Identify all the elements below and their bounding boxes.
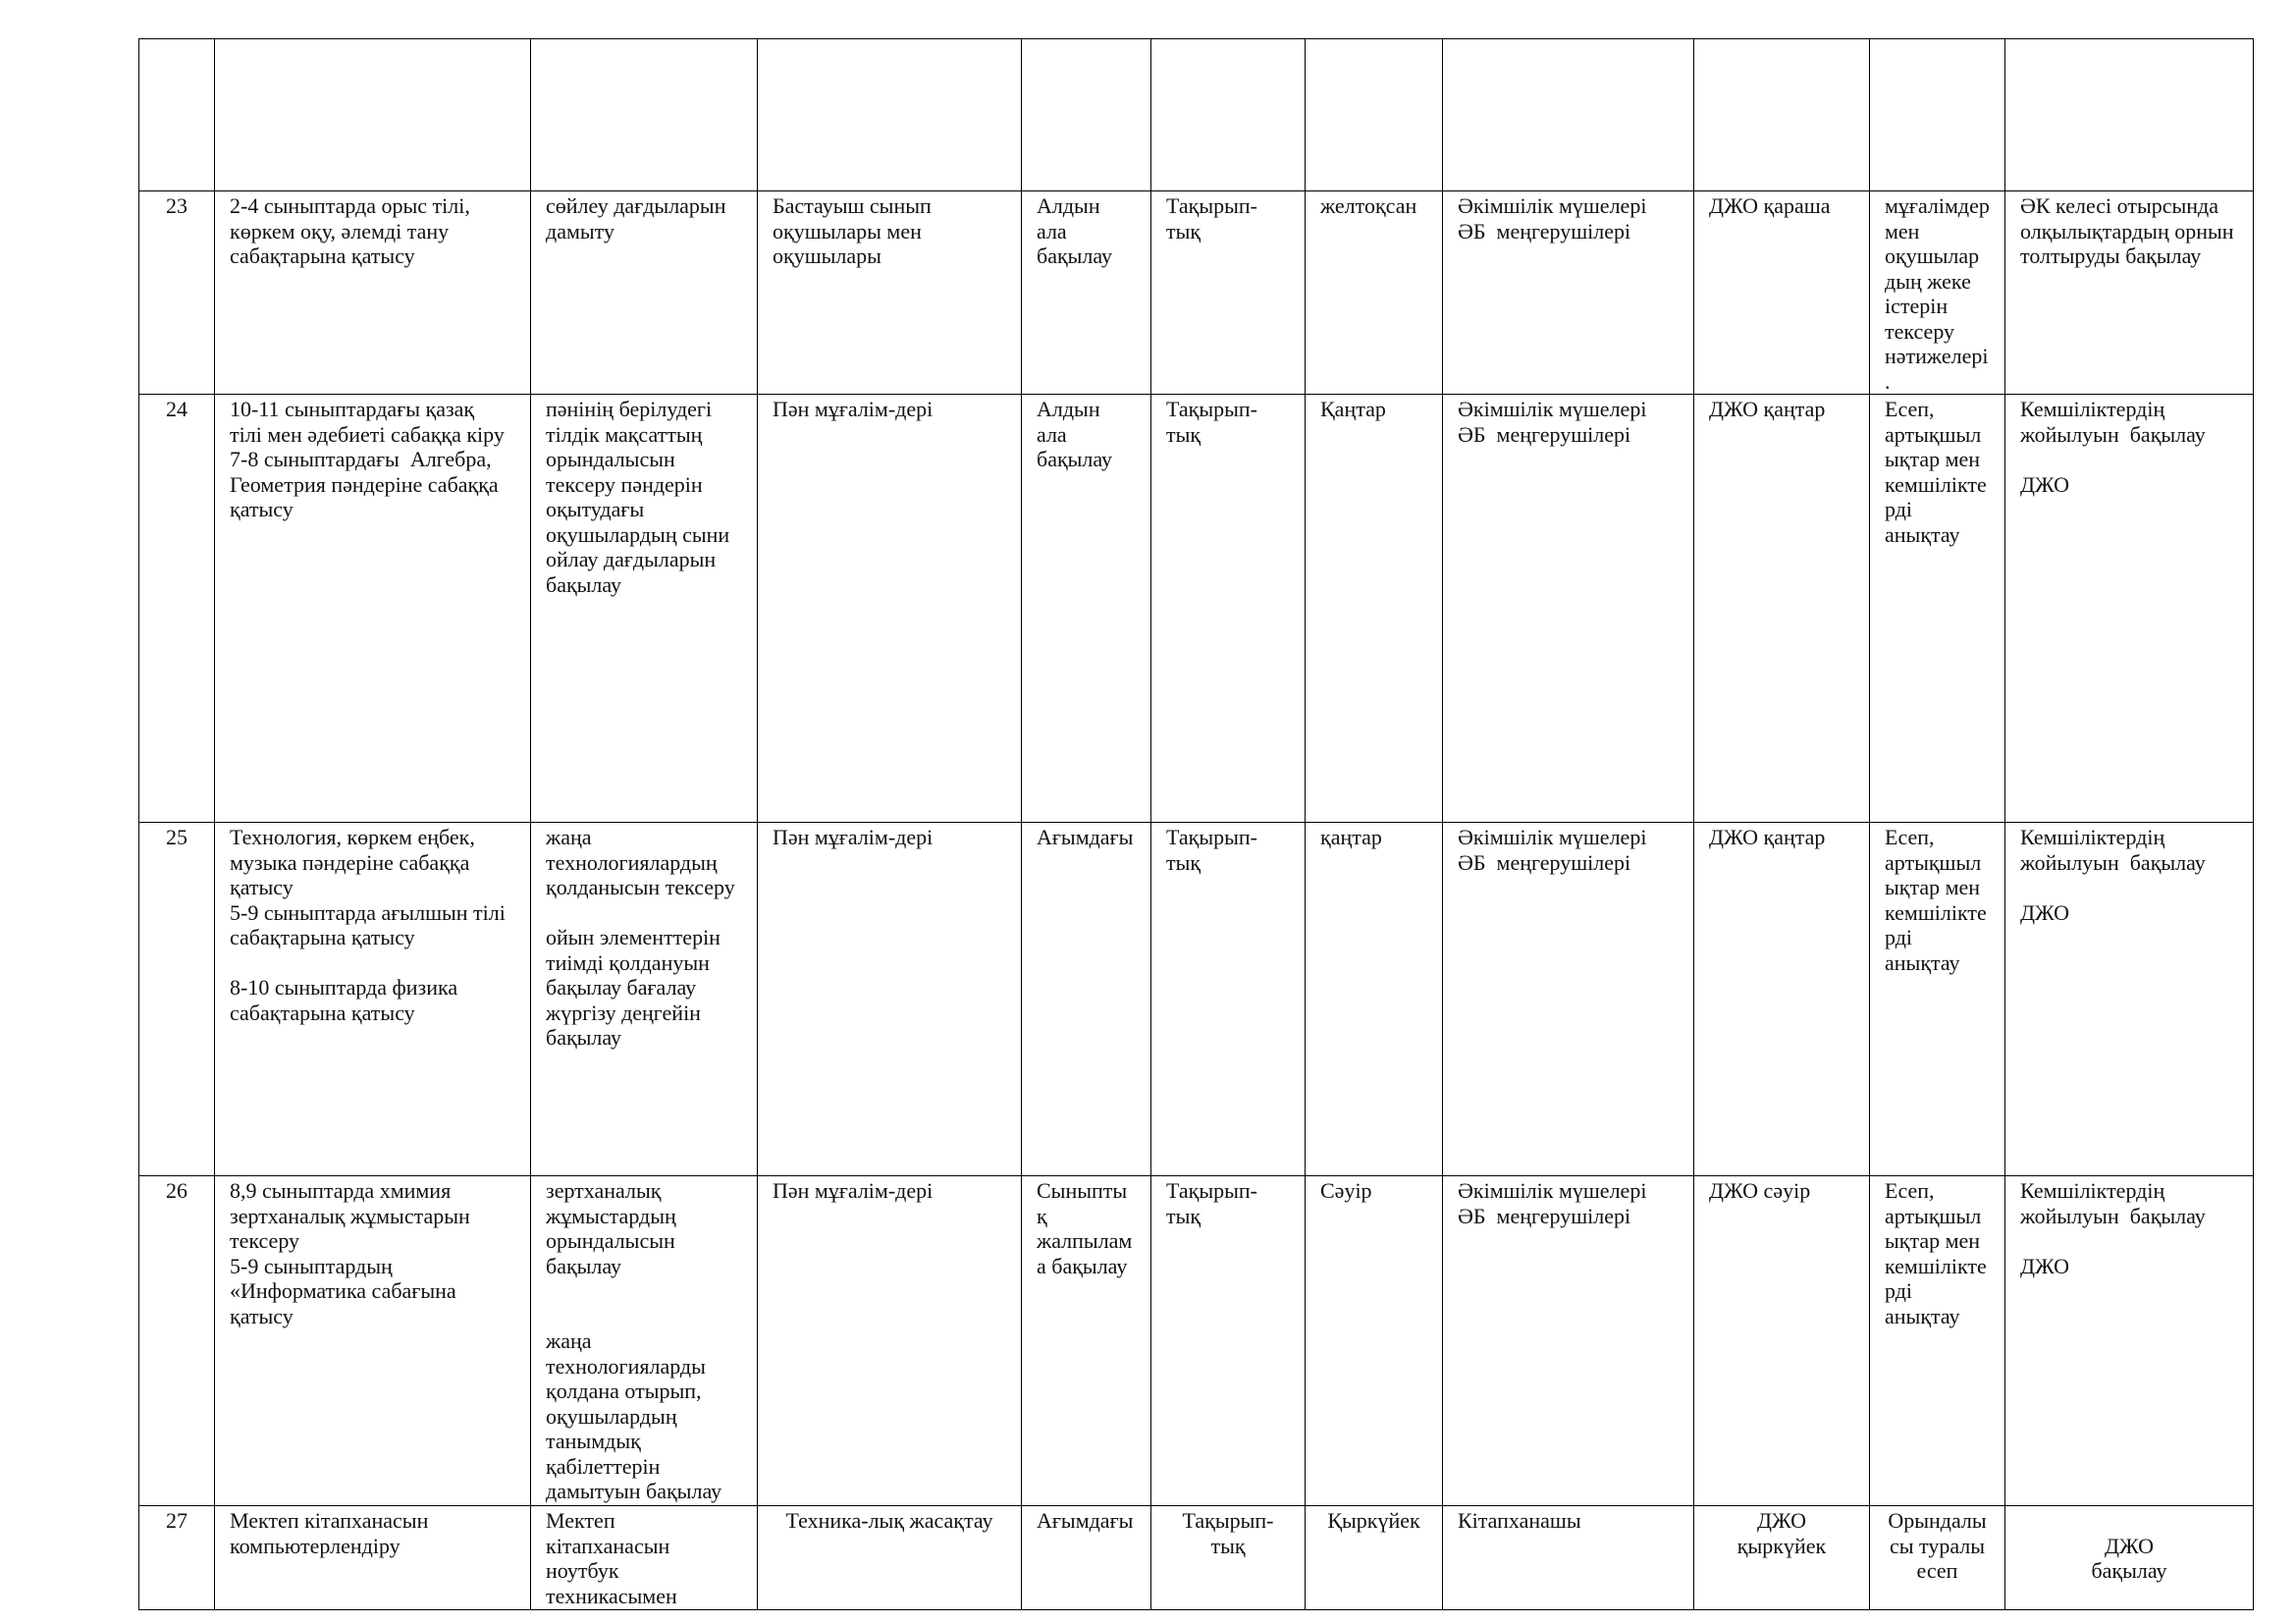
- empty-cell: [1151, 39, 1306, 191]
- empty-cell: [1870, 39, 2005, 191]
- deadline-cell: Қыркүйек: [1306, 1506, 1443, 1610]
- goal-cell: зертханалық жұмыстардың орындалысын бақылау жаңа технологияларды қолдана отырып, оқушылардың танымдық қабілеттерін дамытуын бақылау: [531, 1176, 758, 1506]
- row-number-cell: 23: [139, 191, 215, 395]
- empty-cell: [758, 39, 1022, 191]
- object-cell: Пән мұғалім-дері: [758, 823, 1022, 1176]
- decision-cell: ДЖО бақылау: [2005, 1506, 2254, 1610]
- row-number-cell: 27: [139, 1506, 215, 1610]
- subject-cell: 2-4 сыныптарда орыс тілі, көркем оқу, әлемді тану сабақтарына қатысу: [215, 191, 531, 395]
- result-cell: Есеп, артықшыл ықтар мен кемшілікте рді анықтау: [1870, 1176, 2005, 1506]
- deadline-cell: қаңтар: [1306, 823, 1443, 1176]
- deadline-cell: Қаңтар: [1306, 395, 1443, 823]
- goal-cell: пәнінің берілудегі тілдік мақсаттың орындалысын тексеру пәндерін оқытудағы оқушылардың сыни ойлау дағдыларын бақылау: [531, 395, 758, 823]
- decision-cell: ӘК келесі отырсында олқылықтардың орнын толтыруды бақылау: [2005, 191, 2254, 395]
- empty-cell: [531, 39, 758, 191]
- control-type-cell: Сыныпты қ жалпылам а бақылау: [1022, 1176, 1151, 1506]
- object-cell: Пән мұғалім-дері: [758, 395, 1022, 823]
- control-plan-table: [138, 38, 2254, 1610]
- subject-cell: 8,9 сыныптарда хмимия зертханалық жұмыстарын тексеру 5-9 сыныптардың «Информатика сабағына қатысу: [215, 1176, 531, 1506]
- empty-cell: [1022, 39, 1151, 191]
- responsible-cell: Әкімшілік мүшелері ӘБ меңгерушілері: [1443, 823, 1694, 1176]
- empty-cell: [215, 39, 531, 191]
- method-cell: Тақырып- тық: [1151, 395, 1306, 823]
- row-number-cell: 24: [139, 395, 215, 823]
- goal-cell: сөйлеу дағдыларын дамыту: [531, 191, 758, 395]
- control-type-cell: Ағымдағы: [1022, 1506, 1151, 1610]
- object-cell: Техника-лық жасақтау: [758, 1506, 1022, 1610]
- result-cell: Есеп, артықшыл ықтар мен кемшілікте рді анықтау: [1870, 395, 2005, 823]
- row-number-cell: 25: [139, 823, 215, 1176]
- decision-cell: Кемшіліктердің жойылуын бақылау ДЖО: [2005, 395, 2254, 823]
- deadline-cell: Сәуір: [1306, 1176, 1443, 1506]
- empty-cell: [1306, 39, 1443, 191]
- empty-cell: [2005, 39, 2254, 191]
- review-cell: ДЖО қаңтар: [1694, 823, 1870, 1176]
- method-cell: Тақырып- тық: [1151, 1506, 1306, 1610]
- method-cell: Тақырып- тық: [1151, 191, 1306, 395]
- result-cell: Есеп, артықшыл ықтар мен кемшілікте рді анықтау: [1870, 823, 2005, 1176]
- deadline-cell: желтоқсан: [1306, 191, 1443, 395]
- control-type-cell: Ағымдағы: [1022, 823, 1151, 1176]
- responsible-cell: Кітапханашы: [1443, 1506, 1694, 1610]
- subject-cell: Технология, көркем еңбек, музыка пәндеріне сабаққа қатысу 5-9 сыныптарда ағылшын тілі сабақтарына қатысу 8-10 сыныптарда физика сабақтарына қатысу: [215, 823, 531, 1176]
- responsible-cell: Әкімшілік мүшелері ӘБ меңгерушілері: [1443, 395, 1694, 823]
- method-cell: Тақырып- тық: [1151, 1176, 1306, 1506]
- review-cell: ДЖО қаңтар: [1694, 395, 1870, 823]
- subject-cell: 10-11 сыныптардағы қазақ тілі мен әдебиеті сабаққа кіру 7-8 сыныптардағы Алгебра, Геометрия пәндеріне сабаққа қатысу: [215, 395, 531, 823]
- responsible-cell: Әкімшілік мүшелері ӘБ меңгерушілері: [1443, 191, 1694, 395]
- review-cell: ДЖО сәуір: [1694, 1176, 1870, 1506]
- object-cell: Пән мұғалім-дері: [758, 1176, 1022, 1506]
- object-cell: Бастауыш сынып оқушылары мен оқушылары: [758, 191, 1022, 395]
- decision-cell: Кемшіліктердің жойылуын бақылау ДЖО: [2005, 1176, 2254, 1506]
- decision-cell: Кемшіліктердің жойылуын бақылау ДЖО: [2005, 823, 2254, 1176]
- goal-cell: жаңа технологиялардың қолданысын тексеру ойын элементтерін тиімді қолдануын бақылау бағалау жүргізу деңгейін бақылау: [531, 823, 758, 1176]
- empty-cell: [1694, 39, 1870, 191]
- control-type-cell: Алдын ала бақылау: [1022, 191, 1151, 395]
- result-cell: Орындалы сы туралы есеп: [1870, 1506, 2005, 1610]
- goal-cell: Мектеп кітапханасын ноутбук техникасымен: [531, 1506, 758, 1610]
- row-number-cell: 26: [139, 1176, 215, 1506]
- method-cell: Тақырып- тық: [1151, 823, 1306, 1176]
- review-cell: ДЖО қыркүйек: [1694, 1506, 1870, 1610]
- control-type-cell: Алдын ала бақылау: [1022, 395, 1151, 823]
- empty-cell: [139, 39, 215, 191]
- empty-cell: [1443, 39, 1694, 191]
- subject-cell: Мектеп кітапханасын компьютерлендіру: [215, 1506, 531, 1610]
- review-cell: ДЖО қараша: [1694, 191, 1870, 395]
- responsible-cell: Әкімшілік мүшелері ӘБ меңгерушілері: [1443, 1176, 1694, 1506]
- result-cell: мұғалімдер мен оқушылар дың жеке істерін тексеру нәтижелері .: [1870, 191, 2005, 395]
